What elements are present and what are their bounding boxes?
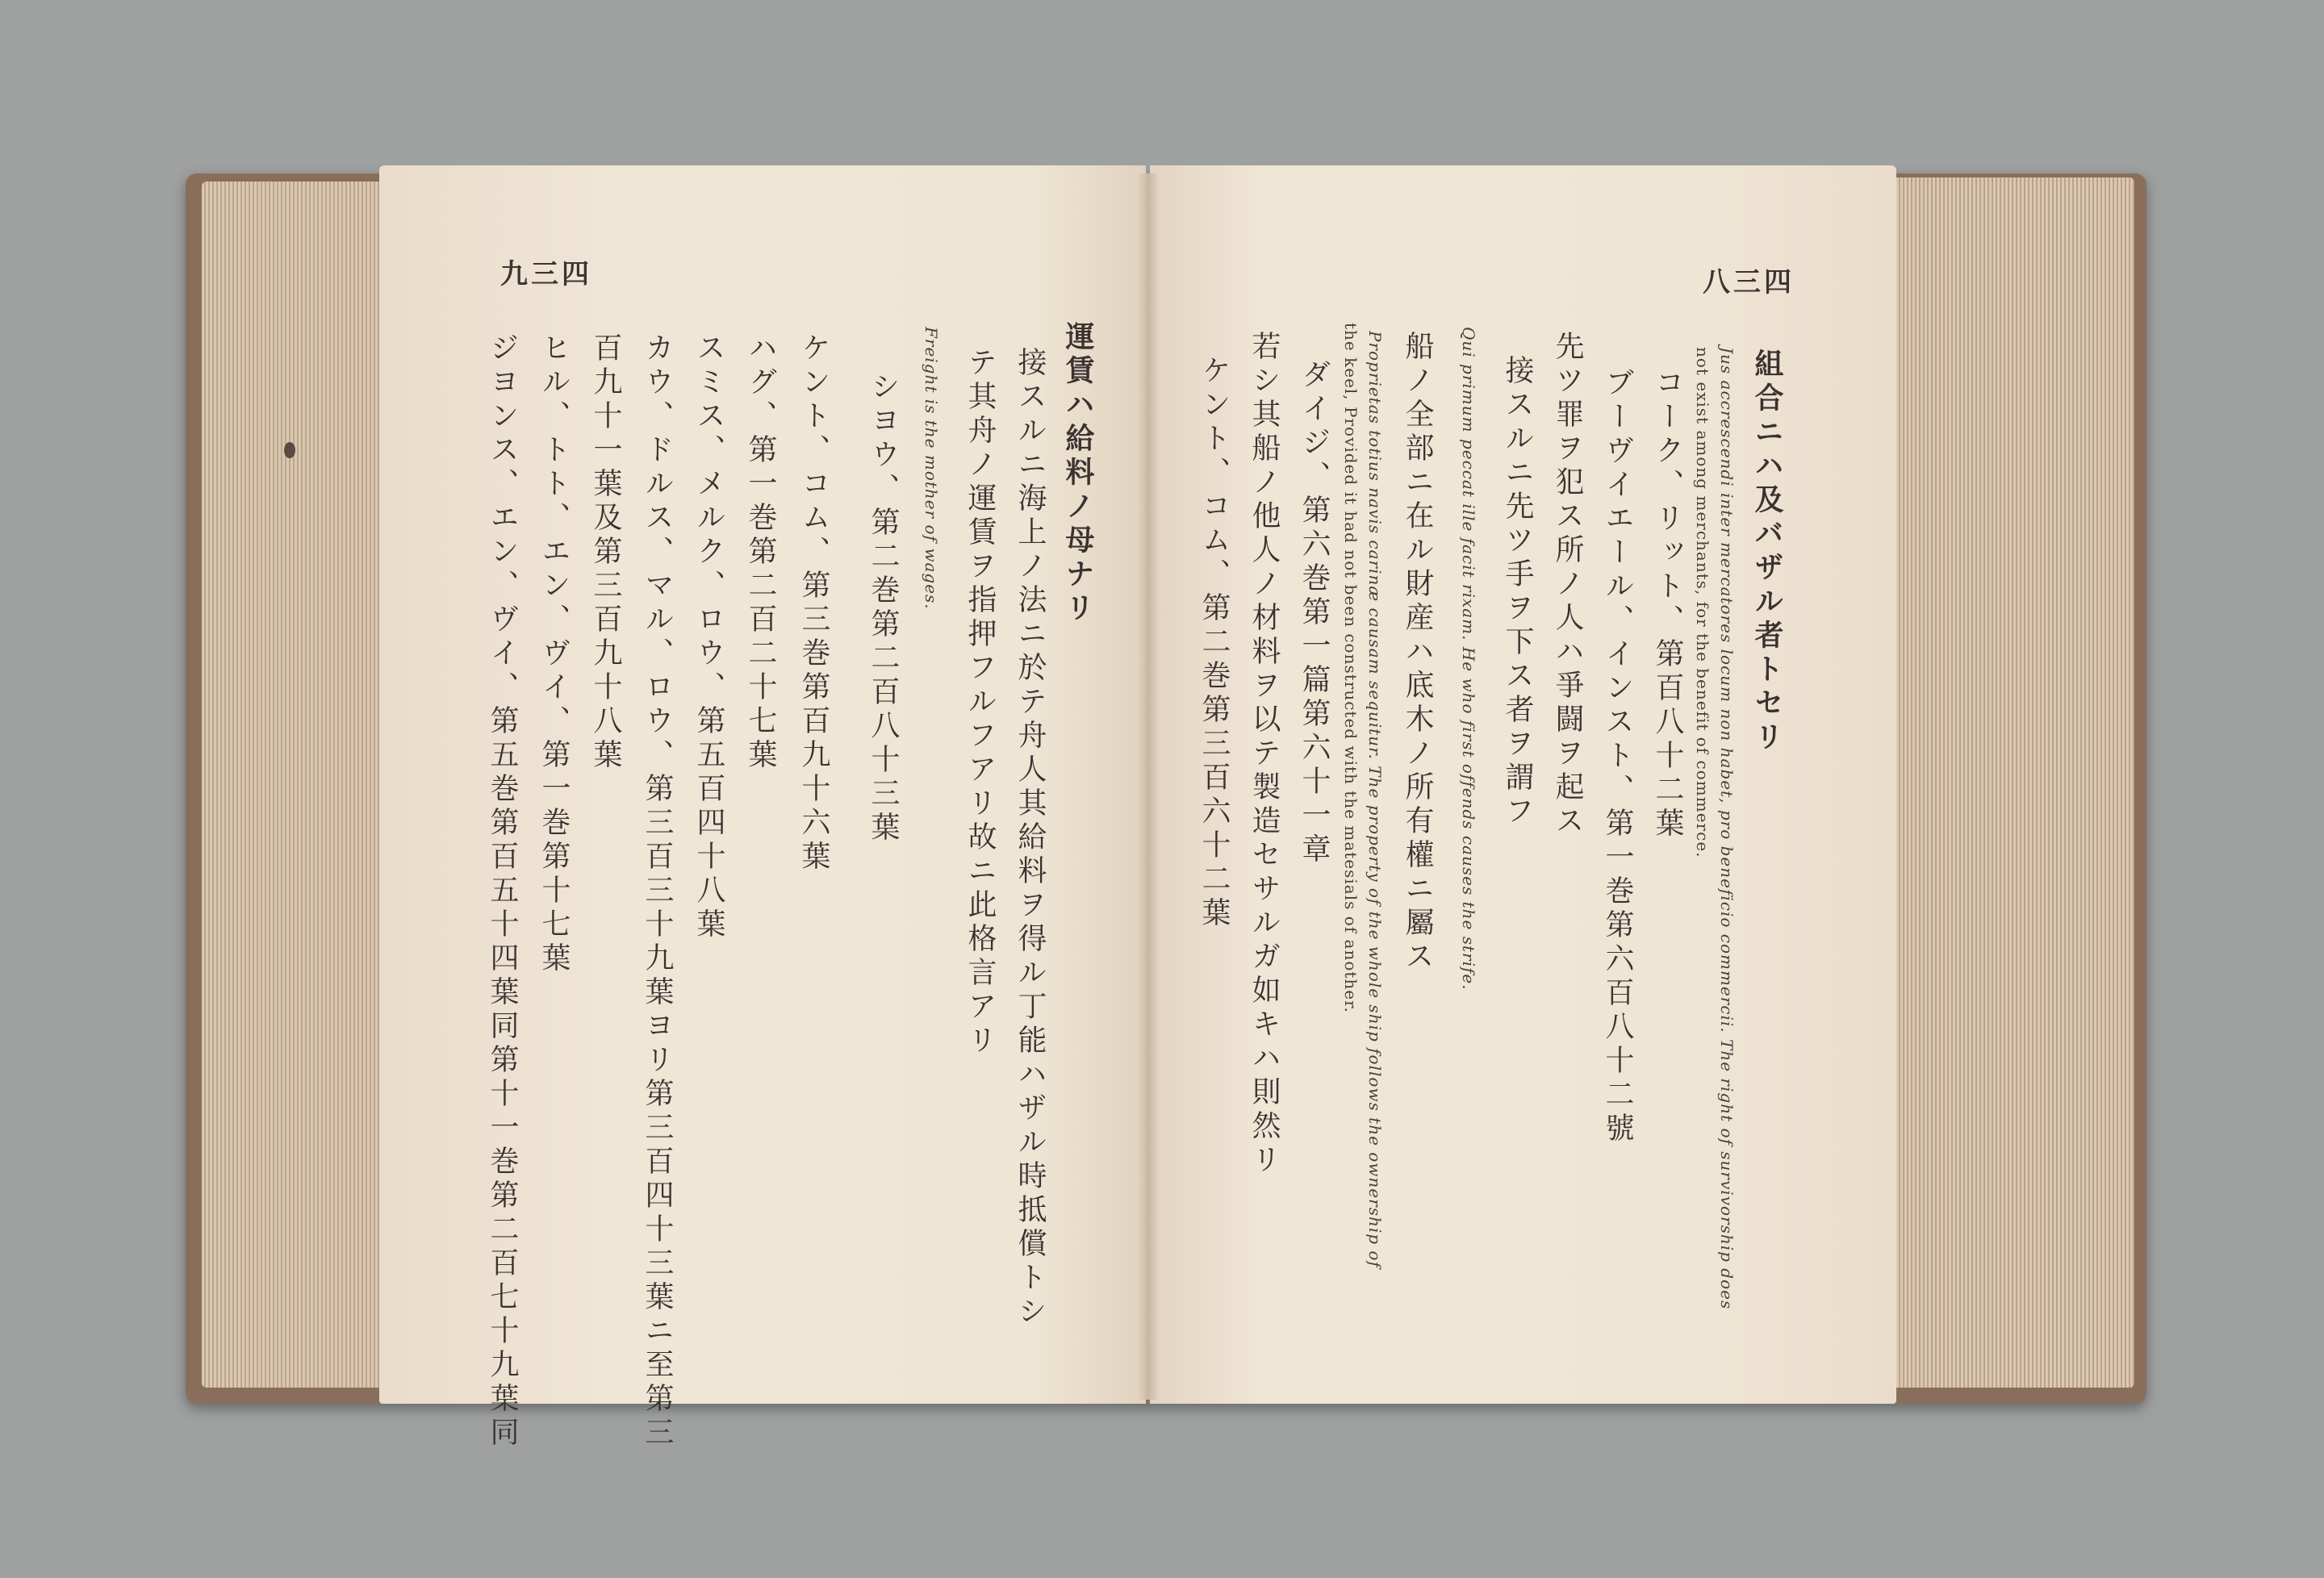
- left-col-2: 接スルニ海上ノ法ニ於テ舟人其給料ヲ得ル丁能ハザル時抵償トシ: [1014, 347, 1047, 1330]
- book-gutter: [1138, 173, 1159, 1400]
- left-col-3: テ其舟ノ運賃ヲ指押フルフアリ故ニ此格言アリ: [963, 347, 997, 1058]
- right-col-13: 若シ其船ノ他人ノ材料ヲ以テ製造セサルガ如キハ則然リ: [1248, 331, 1281, 1178]
- left-col-10: 百九十一葉及第三百九十八葉: [589, 332, 622, 773]
- right-col-5: ブーヴイエール、インスト、第一巻第六百八十二號: [1601, 367, 1634, 1146]
- left-col-6: ケント、コム、第三巻第百九十六葉: [797, 332, 830, 875]
- left-col-11: ヒル、トト、エン、ヴイ、第一巻第十七葉: [537, 332, 571, 976]
- page-edges-right: [1892, 177, 2134, 1388]
- right-col-7: 接スルニ先ツ手ヲ下ス者ヲ謂フ: [1501, 355, 1534, 829]
- left-col-5: シヨウ、第二巻第二百八十三葉: [867, 371, 900, 845]
- page-edges-left: [202, 182, 395, 1388]
- left-page-number: 九三四: [500, 258, 592, 290]
- right-col-12: ダイジ、第六巻第一篇第六十一章: [1298, 359, 1331, 867]
- right-page-number: 八三四: [1703, 266, 1795, 298]
- right-col-4: コーク、リット、第百八十二葉: [1651, 367, 1684, 841]
- right-latin-maxim-3: Proprietas totius navis carinæ causam sequitur. The property of the whole ship follows the ownership of: [1365, 331, 1385, 1268]
- right-col-6: 先ツ罪ヲ犯ス所ノ人ハ爭闘ヲ起ス: [1551, 331, 1584, 839]
- right-col-1: 組合ニハ及バザル者トセリ: [1750, 349, 1784, 755]
- left-col-8: スミス、メルク、ロウ、第五百四十八葉: [692, 332, 725, 942]
- left-english-maxim: Freight is the mother of wages.: [922, 327, 941, 610]
- binding-hole: [284, 442, 295, 458]
- left-col-1: 運賃ハ給料ノ母ナリ: [1061, 321, 1095, 626]
- right-latin-maxim-2: Qui primum peccat ille facit rixam. He who first offends causes the strife.: [1459, 327, 1478, 991]
- right-col-9: 船ノ全部ニ在ル財産ハ底木ノ所有權ニ屬ス: [1401, 331, 1434, 975]
- right-english-1: not exist among merchants, for the benefit of commerce.: [1693, 347, 1712, 858]
- right-latin-maxim-1: Jus accrescendi inter mercatores locum non habet, pro beneficio commercii. The right of survivorship does: [1717, 347, 1737, 1310]
- right-col-14: ケント、コム、第二巻第三百六十二葉: [1198, 355, 1231, 931]
- right-english-3: the keel, Provided it had not been constructed with the matesials of another.: [1341, 323, 1361, 1013]
- left-col-7: ハグ、第一巻第二百二十七葉: [744, 332, 777, 773]
- left-col-12: ジヨンス、エン、ヴイ、第五巻第百五十四葉同第十一巻第二百七十九葉同: [486, 332, 519, 1451]
- left-col-9: カウ、ドルス、マル、ロウ、第三百三十九葉ヨリ第三百四十三葉ニ至第三: [641, 332, 674, 1451]
